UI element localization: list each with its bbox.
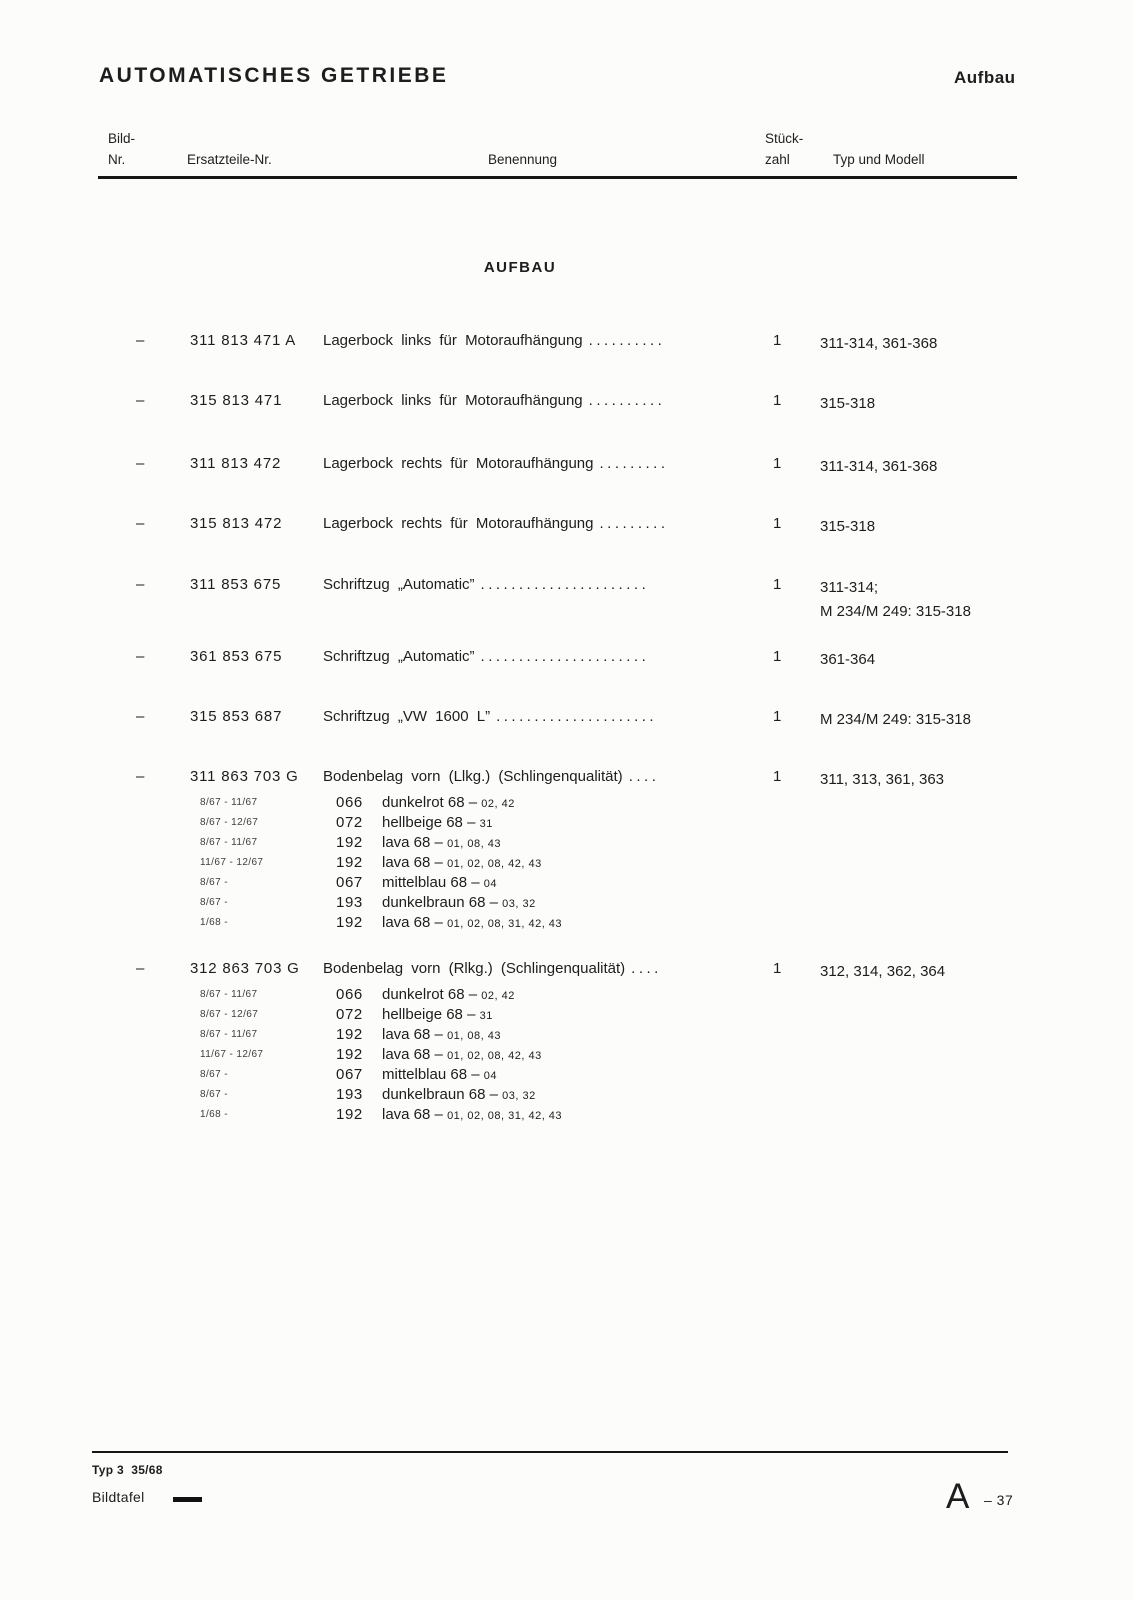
variant-trim-codes: 04 — [483, 878, 497, 890]
variant-color-code: 066 — [336, 986, 363, 1003]
variant-color-code: 192 — [336, 1046, 363, 1063]
page-number-letter: A — [946, 1477, 970, 1516]
variant-trim-codes: 01, 08, 43 — [447, 1030, 501, 1042]
variant-trim-codes: 01, 02, 08, 42, 43 — [447, 858, 542, 870]
column-header-stueck-line1: Stück- — [765, 131, 804, 146]
page-title: AUTOMATISCHES GETRIEBE — [99, 64, 449, 87]
part-number: 311 813 472 — [190, 455, 282, 472]
variant-color-label — [382, 834, 501, 851]
variant-period: 11/67 - 12/67 — [200, 1049, 264, 1060]
part-name: Schriftzug „Automatic” — [323, 648, 475, 665]
footer-bildtafel-label: Bildtafel — [92, 1489, 145, 1505]
variant-color-code: 072 — [336, 1006, 363, 1023]
variant-color-code: 067 — [336, 874, 363, 891]
variant-color-code: 067 — [336, 1066, 363, 1083]
variant-period: 8/67 - 12/67 — [200, 1009, 259, 1020]
part-name-cell — [323, 576, 649, 593]
bild-nr-cell: – — [136, 332, 145, 349]
footer-rule — [92, 1451, 1008, 1453]
part-number: 315 853 687 — [190, 708, 283, 725]
part-name-cell — [323, 455, 669, 472]
variant-color-code: 072 — [336, 814, 363, 831]
column-header-ersatzteile-nr: Ersatzteile-Nr. — [187, 152, 272, 167]
variant-color-name: lava 68 – — [382, 1106, 443, 1123]
variant-color-code: 192 — [336, 854, 363, 871]
variant-trim-codes: 04 — [483, 1070, 497, 1082]
variant-period: 8/67 - 11/67 — [200, 1029, 258, 1040]
variant-color-label — [382, 874, 497, 891]
variant-period: 1/68 - — [200, 1109, 228, 1120]
type-model: 315-318 — [820, 518, 876, 535]
part-number: 311 813 471 A — [190, 332, 297, 349]
table-header-rule — [98, 176, 1017, 179]
variant-color-name: lava 68 – — [382, 914, 443, 931]
variant-trim-codes: 03, 32 — [502, 1090, 536, 1102]
variant-color-name: mittelblau 68 – — [382, 874, 480, 891]
quantity: 1 — [773, 392, 782, 409]
leader-dots: ..................... — [496, 708, 658, 725]
bild-nr-cell: – — [136, 768, 145, 785]
variant-color-code: 193 — [336, 894, 363, 911]
leader-dots: .......... — [588, 332, 666, 349]
variant-color-label — [382, 814, 493, 831]
variant-period: 8/67 - — [200, 877, 228, 888]
part-name-cell — [323, 648, 649, 665]
variant-color-name: dunkelrot 68 – — [382, 986, 478, 1003]
quantity: 1 — [773, 455, 782, 472]
quantity: 1 — [773, 708, 782, 725]
variant-trim-codes: 02, 42 — [481, 990, 515, 1002]
column-header-bild-nr — [108, 128, 135, 170]
part-name-cell — [323, 768, 659, 785]
part-name: Lagerbock links für Motoraufhängung — [323, 392, 583, 409]
column-header-benennung: Benennung — [488, 152, 558, 167]
variant-color-code: 192 — [336, 914, 363, 931]
type-model-line1: 311-314; — [820, 579, 879, 596]
variant-trim-codes: 02, 42 — [481, 798, 515, 810]
variant-color-label — [382, 1066, 497, 1083]
variant-color-name: lava 68 – — [382, 1046, 443, 1063]
variant-trim-codes: 01, 08, 43 — [447, 838, 501, 850]
variant-color-label — [382, 1006, 493, 1023]
variant-trim-codes: 31 — [479, 1010, 493, 1022]
variant-color-code: 193 — [336, 1086, 363, 1103]
section-corner-label: Aufbau — [954, 68, 1016, 87]
variant-color-label — [382, 1106, 562, 1123]
variant-trim-codes: 03, 32 — [502, 898, 536, 910]
part-number: 315 813 472 — [190, 515, 283, 532]
footer-model-code: Typ 3 35/68 — [92, 1463, 163, 1477]
part-name: Lagerbock rechts für Motoraufhängung — [323, 515, 594, 532]
variant-period: 8/67 - — [200, 1089, 228, 1100]
quantity: 1 — [773, 576, 782, 593]
part-name-cell — [323, 332, 665, 349]
type-model: 311, 313, 361, 363 — [820, 771, 944, 788]
leader-dots: .... — [631, 960, 662, 977]
page-number-value: – 37 — [984, 1492, 1014, 1508]
bild-nr-cell: – — [136, 392, 145, 409]
quantity: 1 — [773, 515, 782, 532]
variant-period: 8/67 - 11/67 — [200, 989, 258, 1000]
type-model — [820, 576, 1055, 624]
part-name: Bodenbelag vorn (Llkg.) (Schlingenqualität) — [323, 768, 623, 785]
variant-color-name: dunkelbraun 68 – — [382, 1086, 498, 1103]
part-name-cell — [323, 392, 665, 409]
part-name-cell — [323, 708, 657, 725]
part-name-cell — [323, 515, 669, 532]
variant-trim-codes: 01, 02, 08, 31, 42, 43 — [447, 918, 563, 930]
quantity: 1 — [773, 768, 782, 785]
type-model: M 234/M 249: 315-318 — [820, 711, 971, 728]
variant-color-name: lava 68 – — [382, 854, 443, 871]
variant-trim-codes: 01, 02, 08, 42, 43 — [447, 1050, 542, 1062]
leader-dots: .... — [628, 768, 660, 785]
variant-trim-codes: 01, 02, 08, 31, 42, 43 — [447, 1110, 563, 1122]
variant-color-code: 192 — [336, 834, 363, 851]
column-header-bild-line1: Bild- — [108, 131, 136, 146]
column-header-stueckzahl — [765, 128, 803, 170]
bild-nr-cell: – — [136, 455, 145, 472]
type-model: 311-314, 361-368 — [820, 458, 938, 475]
bild-nr-cell: – — [136, 708, 145, 725]
part-name: Schriftzug „VW 1600 L” — [323, 708, 491, 725]
variant-color-name: lava 68 – — [382, 1026, 443, 1043]
type-model-line2: M 234/M 249: 315-318 — [820, 603, 971, 620]
variant-color-code: 192 — [336, 1026, 363, 1043]
variant-color-label — [382, 914, 562, 931]
quantity: 1 — [773, 648, 782, 665]
variant-period: 8/67 - 11/67 — [200, 837, 258, 848]
part-number: 361 853 675 — [190, 648, 283, 665]
column-header-typ-und-modell: Typ und Modell — [833, 152, 925, 167]
column-header-stueck-line2: zahl — [765, 152, 790, 167]
variant-color-name: mittelblau 68 – — [382, 1066, 480, 1083]
variant-color-name: dunkelrot 68 – — [382, 794, 478, 811]
bild-nr-cell: – — [136, 648, 145, 665]
variant-color-label — [382, 986, 515, 1003]
part-number: 312 863 703 G — [190, 960, 300, 977]
leader-dots: ......... — [599, 455, 669, 472]
type-model: 361-364 — [820, 651, 876, 668]
variant-color-name: hellbeige 68 – — [382, 814, 476, 831]
variant-period: 8/67 - — [200, 897, 228, 908]
leader-dots: .......... — [588, 392, 666, 409]
part-number: 311 863 703 G — [190, 768, 299, 785]
section-heading: AUFBAU — [483, 259, 557, 276]
variant-color-label — [382, 1086, 536, 1103]
part-name: Lagerbock links für Motoraufhängung — [323, 332, 583, 349]
part-name: Lagerbock rechts für Motoraufhängung — [323, 455, 594, 472]
variant-color-label — [382, 854, 542, 871]
part-name-cell — [323, 960, 662, 977]
leader-dots: ...................... — [480, 648, 650, 665]
variant-color-code: 066 — [336, 794, 363, 811]
column-header-bild-line2: Nr. — [108, 152, 126, 167]
part-number: 311 853 675 — [190, 576, 282, 593]
variant-color-label — [382, 894, 536, 911]
part-name: Bodenbelag vorn (Rlkg.) (Schlingenqualität) — [323, 960, 626, 977]
variant-color-label — [382, 794, 515, 811]
type-model: 315-318 — [820, 395, 876, 412]
quantity: 1 — [773, 332, 782, 349]
type-model: 311-314, 361-368 — [820, 335, 938, 352]
part-name: Schriftzug „Automatic” — [323, 576, 475, 593]
leader-dots: ......... — [599, 515, 669, 532]
variant-color-name: lava 68 – — [382, 834, 443, 851]
bild-nr-cell: – — [136, 515, 145, 532]
variant-period: 1/68 - — [200, 917, 228, 928]
variant-period: 8/67 - 12/67 — [200, 817, 259, 828]
part-number: 315 813 471 — [190, 392, 283, 409]
bildtafel-dash-mark — [173, 1497, 202, 1502]
variant-color-code: 192 — [336, 1106, 363, 1123]
variant-color-name: hellbeige 68 – — [382, 1006, 476, 1023]
variant-color-name: dunkelbraun 68 – — [382, 894, 498, 911]
variant-color-label — [382, 1026, 501, 1043]
leader-dots: ...................... — [480, 576, 650, 593]
bild-nr-cell: – — [136, 576, 145, 593]
bild-nr-cell: – — [136, 960, 145, 977]
variant-trim-codes: 31 — [479, 818, 493, 830]
type-model: 312, 314, 362, 364 — [820, 963, 946, 980]
quantity: 1 — [773, 960, 782, 977]
variant-period: 8/67 - — [200, 1069, 228, 1080]
variant-period: 8/67 - 11/67 — [200, 797, 258, 808]
variant-color-label — [382, 1046, 542, 1063]
variant-period: 11/67 - 12/67 — [200, 857, 264, 868]
